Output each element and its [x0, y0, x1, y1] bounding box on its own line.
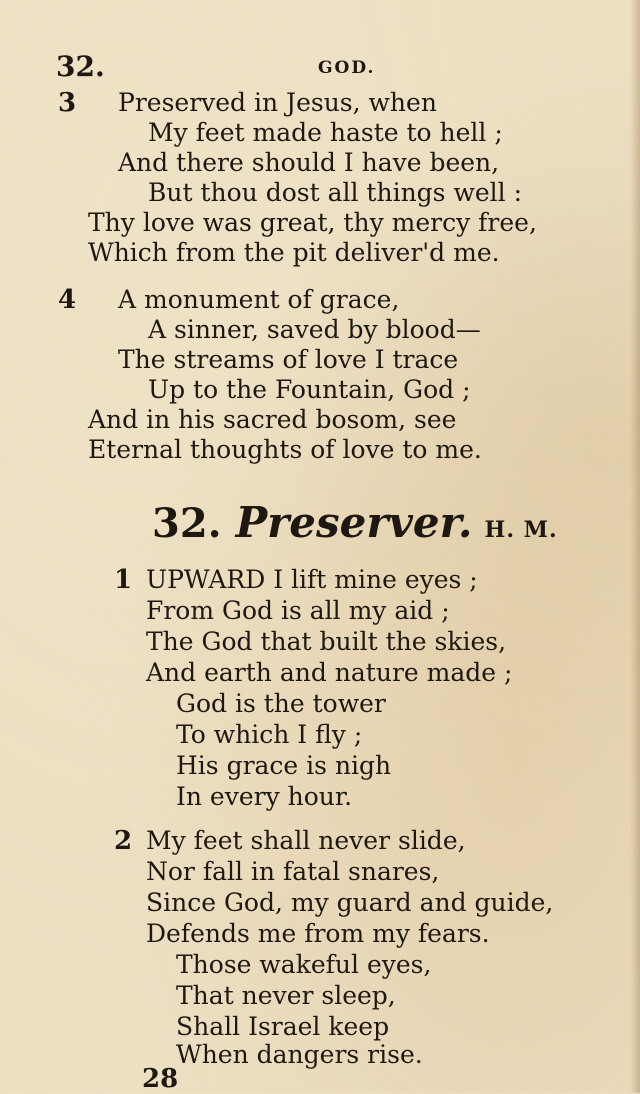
hymn-number: 32.: [152, 500, 222, 547]
verse-number: 1: [114, 565, 133, 595]
verse-line: Which from the pit deliver'd me.: [88, 238, 500, 267]
verse-number: 2: [114, 826, 133, 856]
verse-line: And earth and nature made ;: [146, 658, 513, 687]
verse-line: My feet made haste to hell ;: [148, 118, 503, 147]
verse-line: In every hour.: [176, 782, 353, 811]
signature-mark: 28: [142, 1064, 179, 1094]
verse-line: The streams of love I trace: [118, 345, 459, 374]
verse-line: That never sleep,: [176, 981, 396, 1010]
verse-line: His grace is nigh: [176, 751, 392, 780]
verse-line: A sinner, saved by blood—: [148, 315, 481, 344]
verse-line: God is the tower: [176, 689, 386, 718]
verse-line: Up to the Fountain, God ;: [148, 375, 471, 404]
verse-line: When dangers rise.: [176, 1040, 423, 1069]
verse-line: And there should I have been,: [118, 148, 500, 177]
page-gutter-shadow: [630, 0, 640, 1093]
verse-line: A monument of grace,: [118, 285, 400, 314]
verse-line: But thou dost all things well :: [148, 178, 523, 207]
verse-line: Since God, my guard and guide,: [146, 888, 554, 917]
verse-line: My feet shall never slide,: [146, 826, 466, 855]
verse-line: Preserved in Jesus, when: [118, 88, 437, 117]
verse-line: UPWARD I lift mine eyes ;: [146, 565, 478, 594]
hymn-title: Preserver.: [235, 498, 473, 547]
verse-line: Eternal thoughts of love to me.: [88, 435, 482, 464]
verse-line: Defends me from my fears.: [146, 919, 490, 948]
page-number: 32.: [56, 50, 105, 83]
verse-line: Those wakeful eyes,: [176, 950, 432, 979]
verse-number: 3: [58, 88, 77, 118]
verse-line: To which I fly ;: [176, 720, 363, 749]
verse-line: Thy love was great, thy mercy free,: [88, 208, 537, 237]
verse-line: And in his sacred bosom, see: [88, 405, 457, 434]
verse-line: From God is all my aid ;: [146, 596, 450, 625]
verse-number: 4: [58, 285, 77, 315]
running-title: GOD.: [318, 58, 376, 78]
verse-line: Shall Israel keep: [176, 1012, 390, 1041]
verse-line: The God that built the skies,: [146, 627, 507, 656]
hymn-meter: H. M.: [484, 517, 558, 543]
hymn-heading: [152, 498, 558, 547]
verse-line: Nor fall in fatal snares,: [146, 857, 440, 886]
